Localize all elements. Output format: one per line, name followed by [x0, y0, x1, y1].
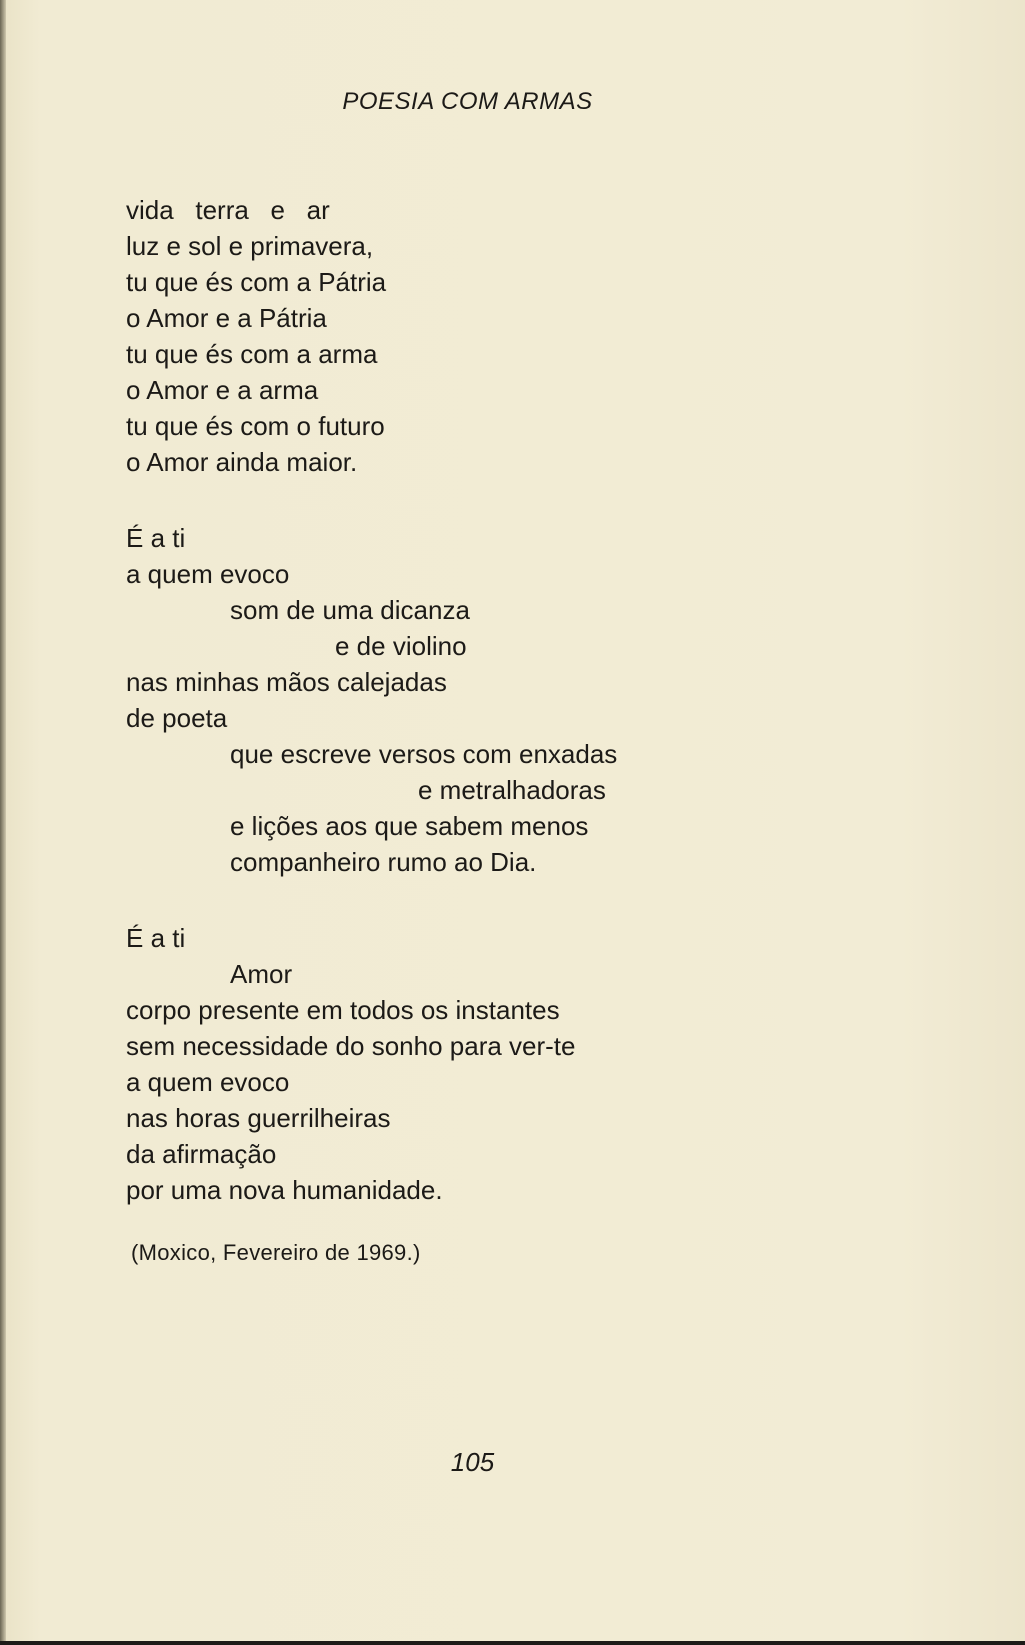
poem-line: o Amor e a Pátria	[126, 303, 327, 333]
poem-line: tu que és com a arma	[126, 339, 378, 369]
poem-line: nas minhas mãos calejadas	[126, 667, 447, 697]
poem-line: nas horas guerrilheiras	[126, 1103, 391, 1133]
poem-dateline: (Moxico, Fevereiro de 1969.)	[131, 1240, 421, 1265]
poem-line: vida terra e ar	[126, 195, 330, 225]
poem-line: de poeta	[126, 703, 228, 733]
poem-line: É a ti	[126, 523, 186, 553]
poem-body	[126, 192, 886, 1208]
poem-line: É a ti	[126, 923, 186, 953]
poem-line: luz e sol e primavera,	[126, 231, 374, 261]
running-head: POESIA COM ARMAS	[342, 88, 593, 115]
poem-line: e de violino	[335, 631, 467, 661]
poem-line: tu que és com a Pátria	[126, 267, 387, 297]
poem-line: som de uma dicanza	[230, 595, 470, 625]
poem-line: tu que és com o futuro	[126, 411, 385, 441]
poem-line: a quem evoco	[126, 1067, 290, 1097]
stanza-break	[126, 480, 886, 520]
page-bottom-edge	[0, 1641, 1025, 1645]
stanza-break	[126, 880, 886, 920]
poem-line: a quem evoco	[126, 559, 290, 589]
poem-line: e metralhadoras	[418, 775, 606, 805]
page-number: 105	[450, 1447, 495, 1477]
poem-line: sem necessidade do sonho para ver-te	[126, 1031, 576, 1061]
poem-line: por uma nova humanidade.	[126, 1175, 443, 1205]
stanza-3	[126, 920, 886, 1208]
page-spine-edge	[0, 0, 6, 1645]
poem-line: companheiro rumo ao Dia.	[230, 847, 537, 877]
stanza-2	[126, 520, 886, 880]
poem-line: e lições aos que sabem menos	[230, 811, 589, 841]
poem-line: o Amor e a arma	[126, 375, 319, 405]
poem-line: da afirmação	[126, 1139, 277, 1169]
poem-line: Amor	[230, 959, 293, 989]
poem-line: corpo presente em todos os instantes	[126, 995, 560, 1025]
poem-line: o Amor ainda maior.	[126, 447, 358, 477]
poem-line: que escreve versos com enxadas	[230, 739, 618, 769]
stanza-1	[126, 192, 886, 480]
